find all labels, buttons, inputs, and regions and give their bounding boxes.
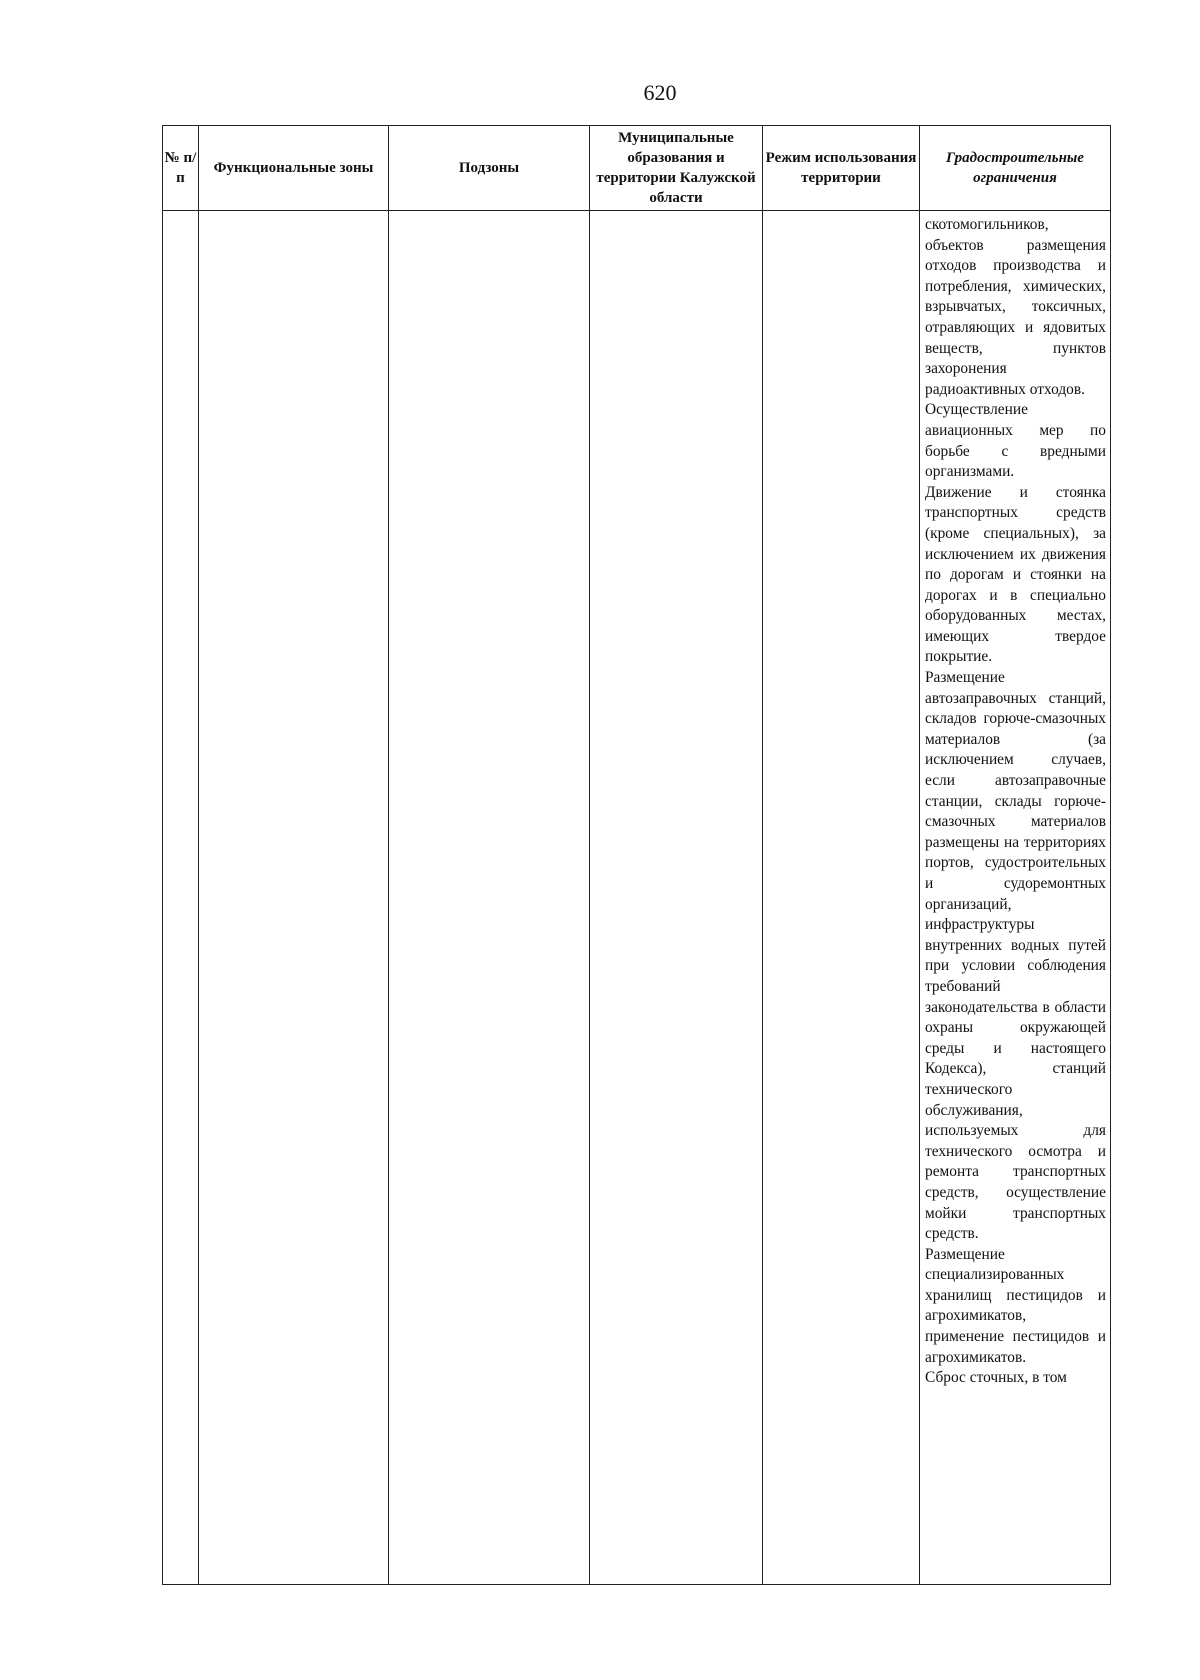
header-municipalities: Муниципальные образования и территории Калужской области	[590, 126, 763, 211]
header-number: № п/ п	[163, 126, 199, 211]
limits-paragraph: Осуществление авиационных мер по борьбе с вредными организмами.	[925, 401, 1106, 481]
cell-number	[163, 211, 199, 1585]
cell-municipalities	[590, 211, 763, 1585]
limits-paragraph: Движение и стоянка транспортных средств (кроме специальных), за исключением их движения по дорогам и стоянки на дорогах и в специально оборудованных местах, имеющих твердое покрытие.	[925, 483, 1106, 666]
cell-functional-zones	[199, 211, 389, 1585]
header-usage-regime: Режим использования территории	[763, 126, 920, 211]
limits-paragraph: Сброс сточных, в том	[925, 1369, 1067, 1387]
header-subzones: Подзоны	[389, 126, 590, 211]
table-header-row	[163, 126, 1111, 211]
limits-paragraph: Размещение автозаправочных станций, складов горюче-смазочных материалов (за исключением случаев, если автозаправочные станции, склады горюче-смазочных материалов размещены на территориях портов, судостроительных и судоремонтных организаций, инфраструктуры внутренних водных путей при условии соблюдения требований законодательства в области охраны окружающей среды и настоящего Кодекса), станций технического обслуживания, используемых для технического осмотра и ремонта транспортных средств, осуществление мойки транспортных средств.	[925, 669, 1106, 1243]
cell-subzones	[389, 211, 590, 1585]
header-urban-limits: Градостроительные ограничения	[920, 126, 1111, 211]
zoning-table	[162, 125, 1111, 1585]
cell-usage-regime	[763, 211, 920, 1585]
cell-urban-limits	[920, 211, 1111, 1585]
table-row	[163, 211, 1111, 1585]
limits-paragraph: Размещение специализированных хранилищ пестицидов и агрохимикатов, применение пестицидов и агрохимикатов.	[925, 1245, 1106, 1366]
page-number: 620	[643, 80, 677, 105]
limits-paragraph: скотомогильников, объектов размещения отходов производства и потребления, химических, взрывчатых, токсичных, отравляющих и ядовитых веществ, пунктов захоронения радиоактивных отходов.	[925, 216, 1106, 398]
header-functional-zones: Функциональные зоны	[199, 126, 389, 211]
